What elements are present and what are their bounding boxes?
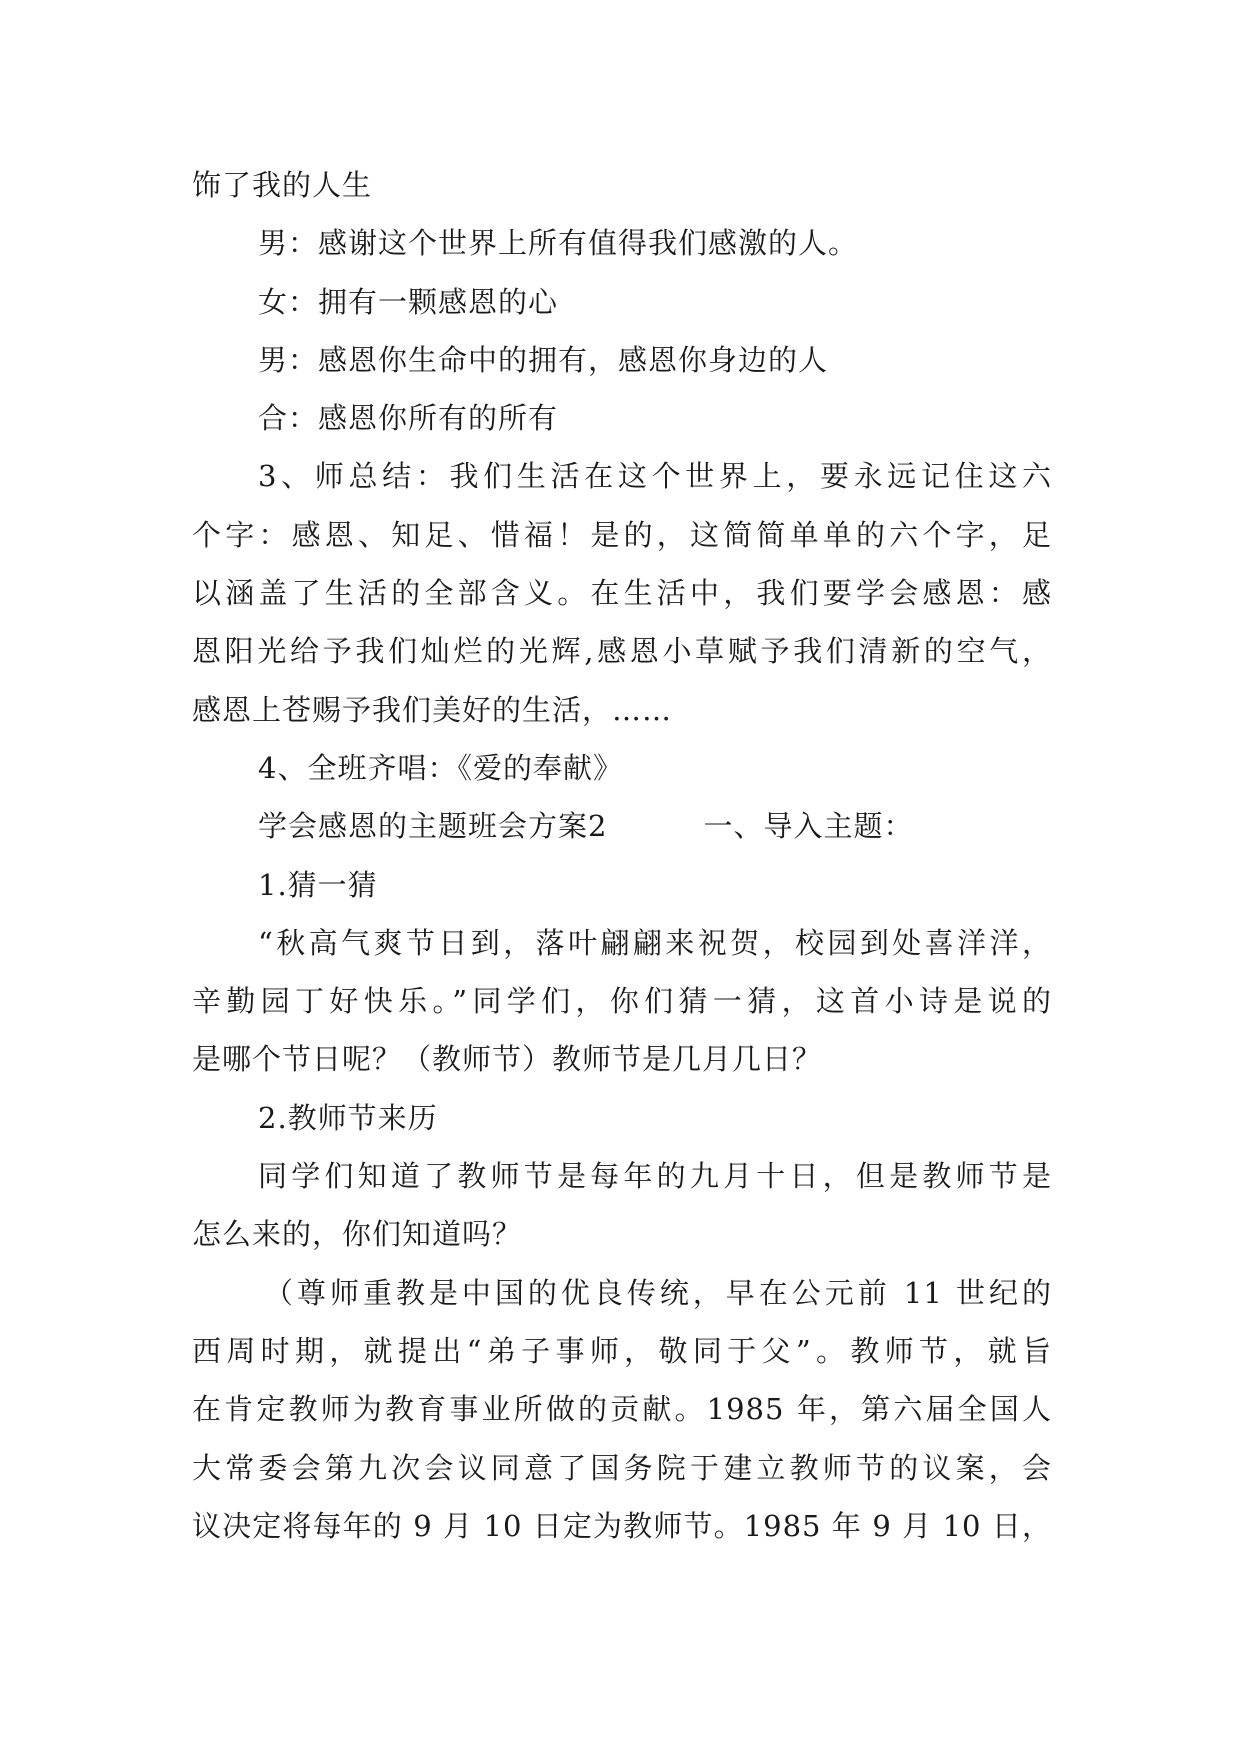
section-heading — [192, 797, 1052, 855]
text-line: “秋高气爽节日到，落叶翩翩来祝贺，校园到处喜洋洋， — [258, 925, 1052, 960]
text-line: 以涵盖了生活的全部含义。在生活中，我们要学会感恩：感 — [192, 576, 1052, 611]
section-subtitle: 一、导入主题： — [703, 809, 914, 844]
text-line: （尊师重教是中国的优良传统，早在公元前 11 世纪的 — [264, 1275, 1052, 1310]
text-line: 个字：感恩、知足、惜福！是的，这简简单单的六个字，足 — [192, 517, 1052, 552]
text-line: 恩阳光给予我们灿烂的光辉,感恩小草赋予我们清新的空气， — [192, 634, 1052, 669]
text-line: 2.教师节来历 — [258, 1100, 438, 1135]
text-line: 辛勤园丁好快乐。”同学们，你们猜一猜，这首小诗是说的 — [192, 984, 1052, 1019]
text-line: 大常委会第九次会议同意了国务院于建立教师节的议案，会 — [192, 1450, 1052, 1485]
text-line: 合：感恩你所有的所有 — [258, 401, 559, 436]
text-line: 同学们知道了教师节是每年的九月十日，但是教师节是 — [258, 1159, 1052, 1194]
text-line: 饰了我的人生 — [192, 168, 373, 202]
document-body — [192, 156, 1052, 1555]
text-line: 3、师总结：我们生活在这个世界上，要永远记住这六 — [258, 459, 1052, 494]
text-line: 议决定将每年的 9 月 10 日定为教师节。1985 年 9 月 10 日， — [192, 1508, 1052, 1543]
text-line: 怎么来的，你们知道吗？ — [192, 1217, 523, 1252]
text-line: 男：感恩你生命中的拥有，感恩你身边的人 — [258, 342, 829, 377]
text-line: 4、全班齐唱：《爱的奉献》 — [258, 750, 623, 785]
section-title: 学会感恩的主题班会方案2 — [258, 809, 608, 844]
text-line: 西周时期，就提出“弟子事师，敬同于父”。教师节，就旨 — [192, 1333, 1052, 1368]
text-line: 感恩上苍赐予我们美好的生活，…… — [192, 692, 673, 727]
text-line: 1.猜一猜 — [258, 867, 378, 902]
text-line: 是哪个节日呢？（教师节）教师节是几月几日？ — [192, 1042, 823, 1077]
text-line: 男：感谢这个世界上所有值得我们感激的人。 — [258, 226, 859, 261]
text-line: 女：拥有一颗感恩的心 — [258, 284, 559, 319]
text-line: 在肯定教师为教育事业所做的贡献。1985 年，第六届全国人 — [192, 1392, 1052, 1427]
